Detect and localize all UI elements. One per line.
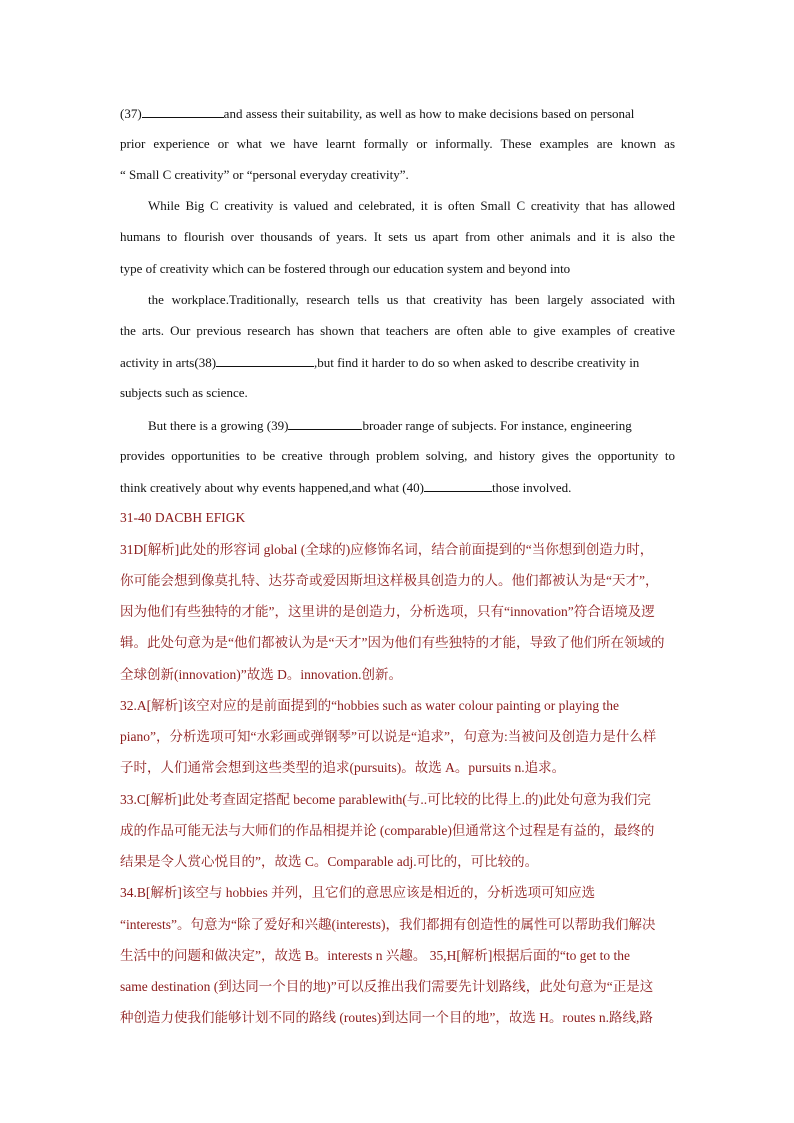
explanation-33-line-1: 33.C[解析]此处考查固定搭配 become parablewith(与..可比较的比得上.的)此处句意为我们完 (120, 792, 651, 807)
passage-text: ,but find it harder to do so when asked to describe creativity in (314, 355, 640, 370)
passage-text: those involved. (491, 480, 572, 495)
passage-text: broader range of subjects. For instance, engineering (362, 418, 632, 433)
explanation-35-line-2: 种创造力使我们能够计划不同的路线 (routes)到达同一个目的地”，故选 H。routes n.路线,路 (120, 1010, 653, 1025)
passage-line-7: the workplace.Traditionally, research tells us that creativity has been largely associated with (148, 292, 675, 307)
explanation-32-line-2: piano”，分析选项可知“水彩画或弹钢琴”可以说是“追求”，句意为:当被问及创造力是什么样 (120, 729, 657, 744)
passage-line-4: While Big C creativity is valued and celebrated, it is often Small C creativity that has allowed (148, 198, 675, 213)
passage-line-5: humans to flourish over thousands of years. It sets us apart from other animals and it is also the (120, 229, 675, 244)
explanation-34-line-1: 34.B[解析]该空与 hobbies 并列，且它们的意思应该是相近的，分析选项可知应选 (120, 885, 596, 900)
answer-key: 31-40 DACBH EFIGK (120, 510, 246, 525)
passage-line-9 (120, 353, 675, 372)
explanation-31-line-1: 31D[解析]此处的形容词 global (全球的)应修饰名词，结合前面提到的“当你想到创造力时， (120, 542, 654, 557)
explanation-33-line-3: 结果是令人赏心悦目的”，故选 C。Comparable adj.可比的，可比较的。 (120, 854, 539, 869)
explanation-35-line-1: same destination (到达同一个目的地)”可以反推出我们需要先计划路线，此处句意为“正是这 (120, 979, 654, 994)
passage-line-10: subjects such as science. (120, 385, 248, 400)
explanation-34-line-3: 生活中的问题和做决定”，故选 B。interests n 兴趣。 35,H[解析]根据后面的“to get to the (120, 948, 630, 963)
question-number-38: activity in arts(38) (120, 355, 217, 370)
question-number-40: think creatively about why events happened,and what (40) (120, 480, 424, 495)
explanation-34-line-2: “interests”。句意为“除了爱好和兴趣(interests)，我们都拥有创造性的属性可以帮助我们解决 (120, 917, 656, 932)
passage-line-3: “ Small C creativity” or “personal everyday creativity”. (120, 167, 409, 182)
answer-blank-39 (288, 416, 362, 430)
passage-line-8: the arts. Our previous research has shown that teachers are often able to give examples of creative (120, 323, 675, 338)
explanation-33-line-2: 成的作品可能无法与大师们的作品相提并论 (comparable)但通常这个过程是有益的，最终的 (120, 823, 655, 838)
explanation-32-line-3: 子时，人们通常会想到这些类型的追求(pursuits)。故选 A。pursuits n.追求。 (120, 760, 566, 775)
passage-line-6: type of creativity which can be fostered through our education system and beyond into (120, 261, 571, 276)
explanation-31-line-2: 你可能会想到像莫扎特、达芬奇或爱因斯坦这样极具创造力的人。他们都被认为是“天才”， (120, 573, 659, 588)
explanation-31-line-4: 辑。此处句意为是“他们都被认为是“天才”因为他们有些独特的才能，导致了他们所在领域的 (120, 635, 665, 650)
question-number-37: (37) (120, 106, 142, 121)
passage-line-12: provides opportunities to be creative through problem solving, and history gives the opportunity to (120, 448, 675, 463)
answer-blank-37 (142, 104, 224, 118)
answer-blank-38 (216, 353, 314, 367)
passage-line-1 (120, 104, 675, 123)
answer-blank-40 (424, 478, 492, 492)
passage-text: and assess their suitability, as well as how to make decisions based on personal (223, 106, 635, 121)
passage-line-13 (120, 478, 675, 497)
question-number-39: But there is a growing (39) (148, 418, 289, 433)
explanation-31-line-5: 全球创新(innovation)”故选 D。innovation.创新。 (120, 667, 402, 682)
passage-line-11 (148, 416, 675, 435)
explanation-31-line-3: 因为他们有些独特的才能”，这里讲的是创造力，分析选项，只有“innovation”符合语境及逻 (120, 604, 655, 619)
explanation-32-line-1: 32.A[解析]该空对应的是前面提到的“hobbies such as water colour painting or playing the (120, 698, 620, 713)
passage-line-2: prior experience or what we have learnt formally or informally. These examples are known as (120, 136, 675, 151)
